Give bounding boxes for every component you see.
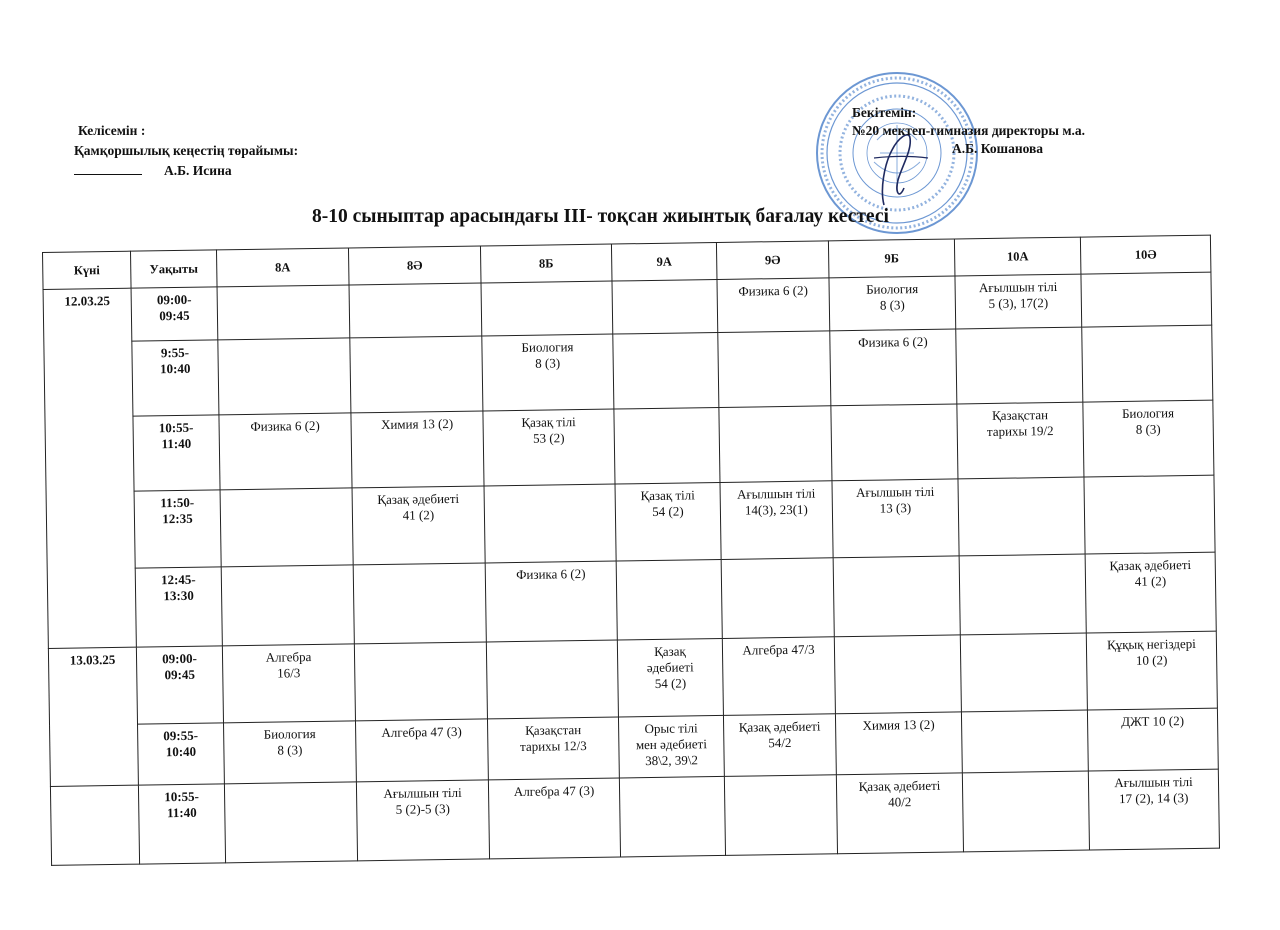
exam-cell [833, 556, 960, 637]
exam-cell [616, 559, 722, 640]
time-cell: 09:00- 09:45 [131, 287, 218, 341]
exam-cell [221, 565, 354, 646]
exam-cell: Физика 6 (2) [219, 413, 352, 490]
exam-cell: Қазақ әдебиеті 41 (2) [352, 486, 485, 565]
exam-cell: ДЖТ 10 (2) [1087, 708, 1218, 771]
time-cell: 11:50- 12:35 [134, 490, 221, 568]
exam-cell: Ағылшын тілі 5 (3), 17(2) [955, 274, 1082, 329]
exam-cell: Қазақ әдебиеті 54 (2) [617, 638, 723, 717]
exam-cell [612, 279, 718, 334]
date-cell [50, 785, 139, 865]
exam-cell [484, 484, 616, 563]
time-cell: 9:55- 10:40 [132, 340, 219, 416]
signature-line [74, 162, 142, 175]
exam-cell [960, 633, 1087, 712]
exam-cell: Ағылшын тілі 5 (2)-5 (3) [356, 780, 489, 861]
column-header: Уақыты [130, 250, 217, 288]
exam-cell [220, 488, 353, 567]
approval-name: А.Б. Исина [164, 163, 232, 178]
exam-cell [354, 642, 487, 721]
approval-label: Келісемін : [78, 123, 146, 138]
exam-cell: Қазақ әдебиеті 54/2 [723, 714, 836, 777]
exam-cell [834, 635, 961, 714]
approval-signature [74, 161, 298, 181]
date-cell: 13.03.25 [48, 647, 138, 786]
exam-cell [719, 406, 832, 483]
endorsement-position: №20 мектеп-гимназия директоры м.а. [852, 123, 1086, 138]
exam-cell [218, 338, 351, 415]
column-header: 8Б [480, 244, 612, 283]
exam-cell: Физика 6 (2) [830, 329, 957, 406]
column-header: 9А [611, 242, 717, 281]
column-header: 10Ә [1080, 235, 1211, 274]
exam-cell: Алгебра 16/3 [222, 644, 355, 723]
exam-cell: Биология 8 (3) [482, 334, 614, 411]
exam-cell: Алгебра 47 (3) [355, 719, 488, 782]
exam-cell [613, 332, 719, 409]
approval-block [74, 121, 298, 181]
endorsement-block [852, 104, 1085, 158]
exam-cell [481, 281, 613, 336]
exam-cell [959, 554, 1086, 635]
exam-cell: Биология 8 (3) [829, 276, 956, 331]
approval-position: Қамқоршылық кеңестің төрайымы: [74, 143, 299, 158]
exam-cell [718, 331, 831, 408]
exam-cell: Физика 6 (2) [485, 561, 617, 642]
exam-cell [353, 563, 486, 644]
exam-cell [349, 283, 482, 338]
schedule-table [42, 235, 1219, 866]
exam-cell [224, 782, 357, 863]
exam-cell [961, 710, 1088, 773]
exam-cell [1082, 325, 1213, 402]
exam-cell [217, 285, 350, 340]
exam-cell [619, 776, 725, 857]
exam-cell: Биология 8 (3) [224, 721, 357, 784]
exam-cell [350, 336, 483, 413]
exam-cell [1081, 272, 1212, 327]
exam-cell: Химия 13 (2) [351, 411, 484, 488]
exam-cell [724, 775, 837, 856]
exam-cell [721, 558, 834, 639]
exam-cell: Биология 8 (3) [1083, 400, 1214, 477]
exam-cell: Қазақ тілі 53 (2) [483, 409, 615, 486]
time-cell: 09:55- 10:40 [138, 723, 225, 785]
column-header: 10А [954, 237, 1081, 276]
exam-cell: Қазақ тілі 54 (2) [615, 482, 721, 561]
column-header: 9Ә [716, 241, 829, 280]
endorsement-name: А.Б. Кошанова [952, 141, 1044, 156]
exam-cell: Орыс тілі мен әдебиеті 38\2, 39\2 [618, 715, 724, 778]
exam-cell: Қазақ әдебиеті 40/2 [836, 773, 963, 854]
exam-cell [831, 404, 958, 481]
exam-cell [958, 477, 1085, 556]
column-header: 8Ә [348, 246, 481, 285]
endorsement-label: Бекітемін: [852, 105, 917, 120]
exam-cell: Ағылшын тілі 14(3), 23(1) [720, 481, 833, 560]
exam-cell [956, 327, 1083, 404]
time-cell: 12:45- 13:30 [135, 567, 222, 647]
exam-cell: Қазақстан тарихы 12/3 [487, 717, 619, 780]
date-cell: 12.03.25 [43, 288, 136, 648]
column-header: 8А [216, 248, 349, 287]
exam-cell [1084, 475, 1215, 554]
exam-cell: Ағылшын тілі 17 (2), 14 (3) [1088, 769, 1219, 850]
exam-cell [614, 407, 720, 484]
time-cell: 10:55- 11:40 [133, 415, 220, 491]
exam-cell: Алгебра 47 (3) [488, 778, 620, 859]
exam-cell: Қазақ әдебиеті 41 (2) [1085, 552, 1216, 633]
column-header: Күні [43, 251, 132, 289]
time-cell: 10:55- 11:40 [138, 784, 225, 864]
exam-cell [486, 640, 618, 719]
exam-cell [962, 771, 1089, 852]
exam-cell: Физика 6 (2) [717, 278, 830, 333]
exam-cell: Құқық негіздері 10 (2) [1086, 631, 1217, 710]
document-title: 8-10 сыныптар арасындағы ІІІ- тоқсан жиынтық бағалау кестесі [312, 206, 889, 227]
exam-cell: Алгебра 47/3 [722, 637, 835, 716]
exam-cell: Химия 13 (2) [835, 712, 962, 775]
exam-cell: Ағылшын тілі 13 (3) [832, 479, 959, 558]
exam-cell: Қазақстан тарихы 19/2 [957, 402, 1084, 479]
table-row [50, 769, 1219, 865]
time-cell: 09:00- 09:45 [136, 646, 223, 724]
column-header: 9Б [828, 239, 955, 278]
